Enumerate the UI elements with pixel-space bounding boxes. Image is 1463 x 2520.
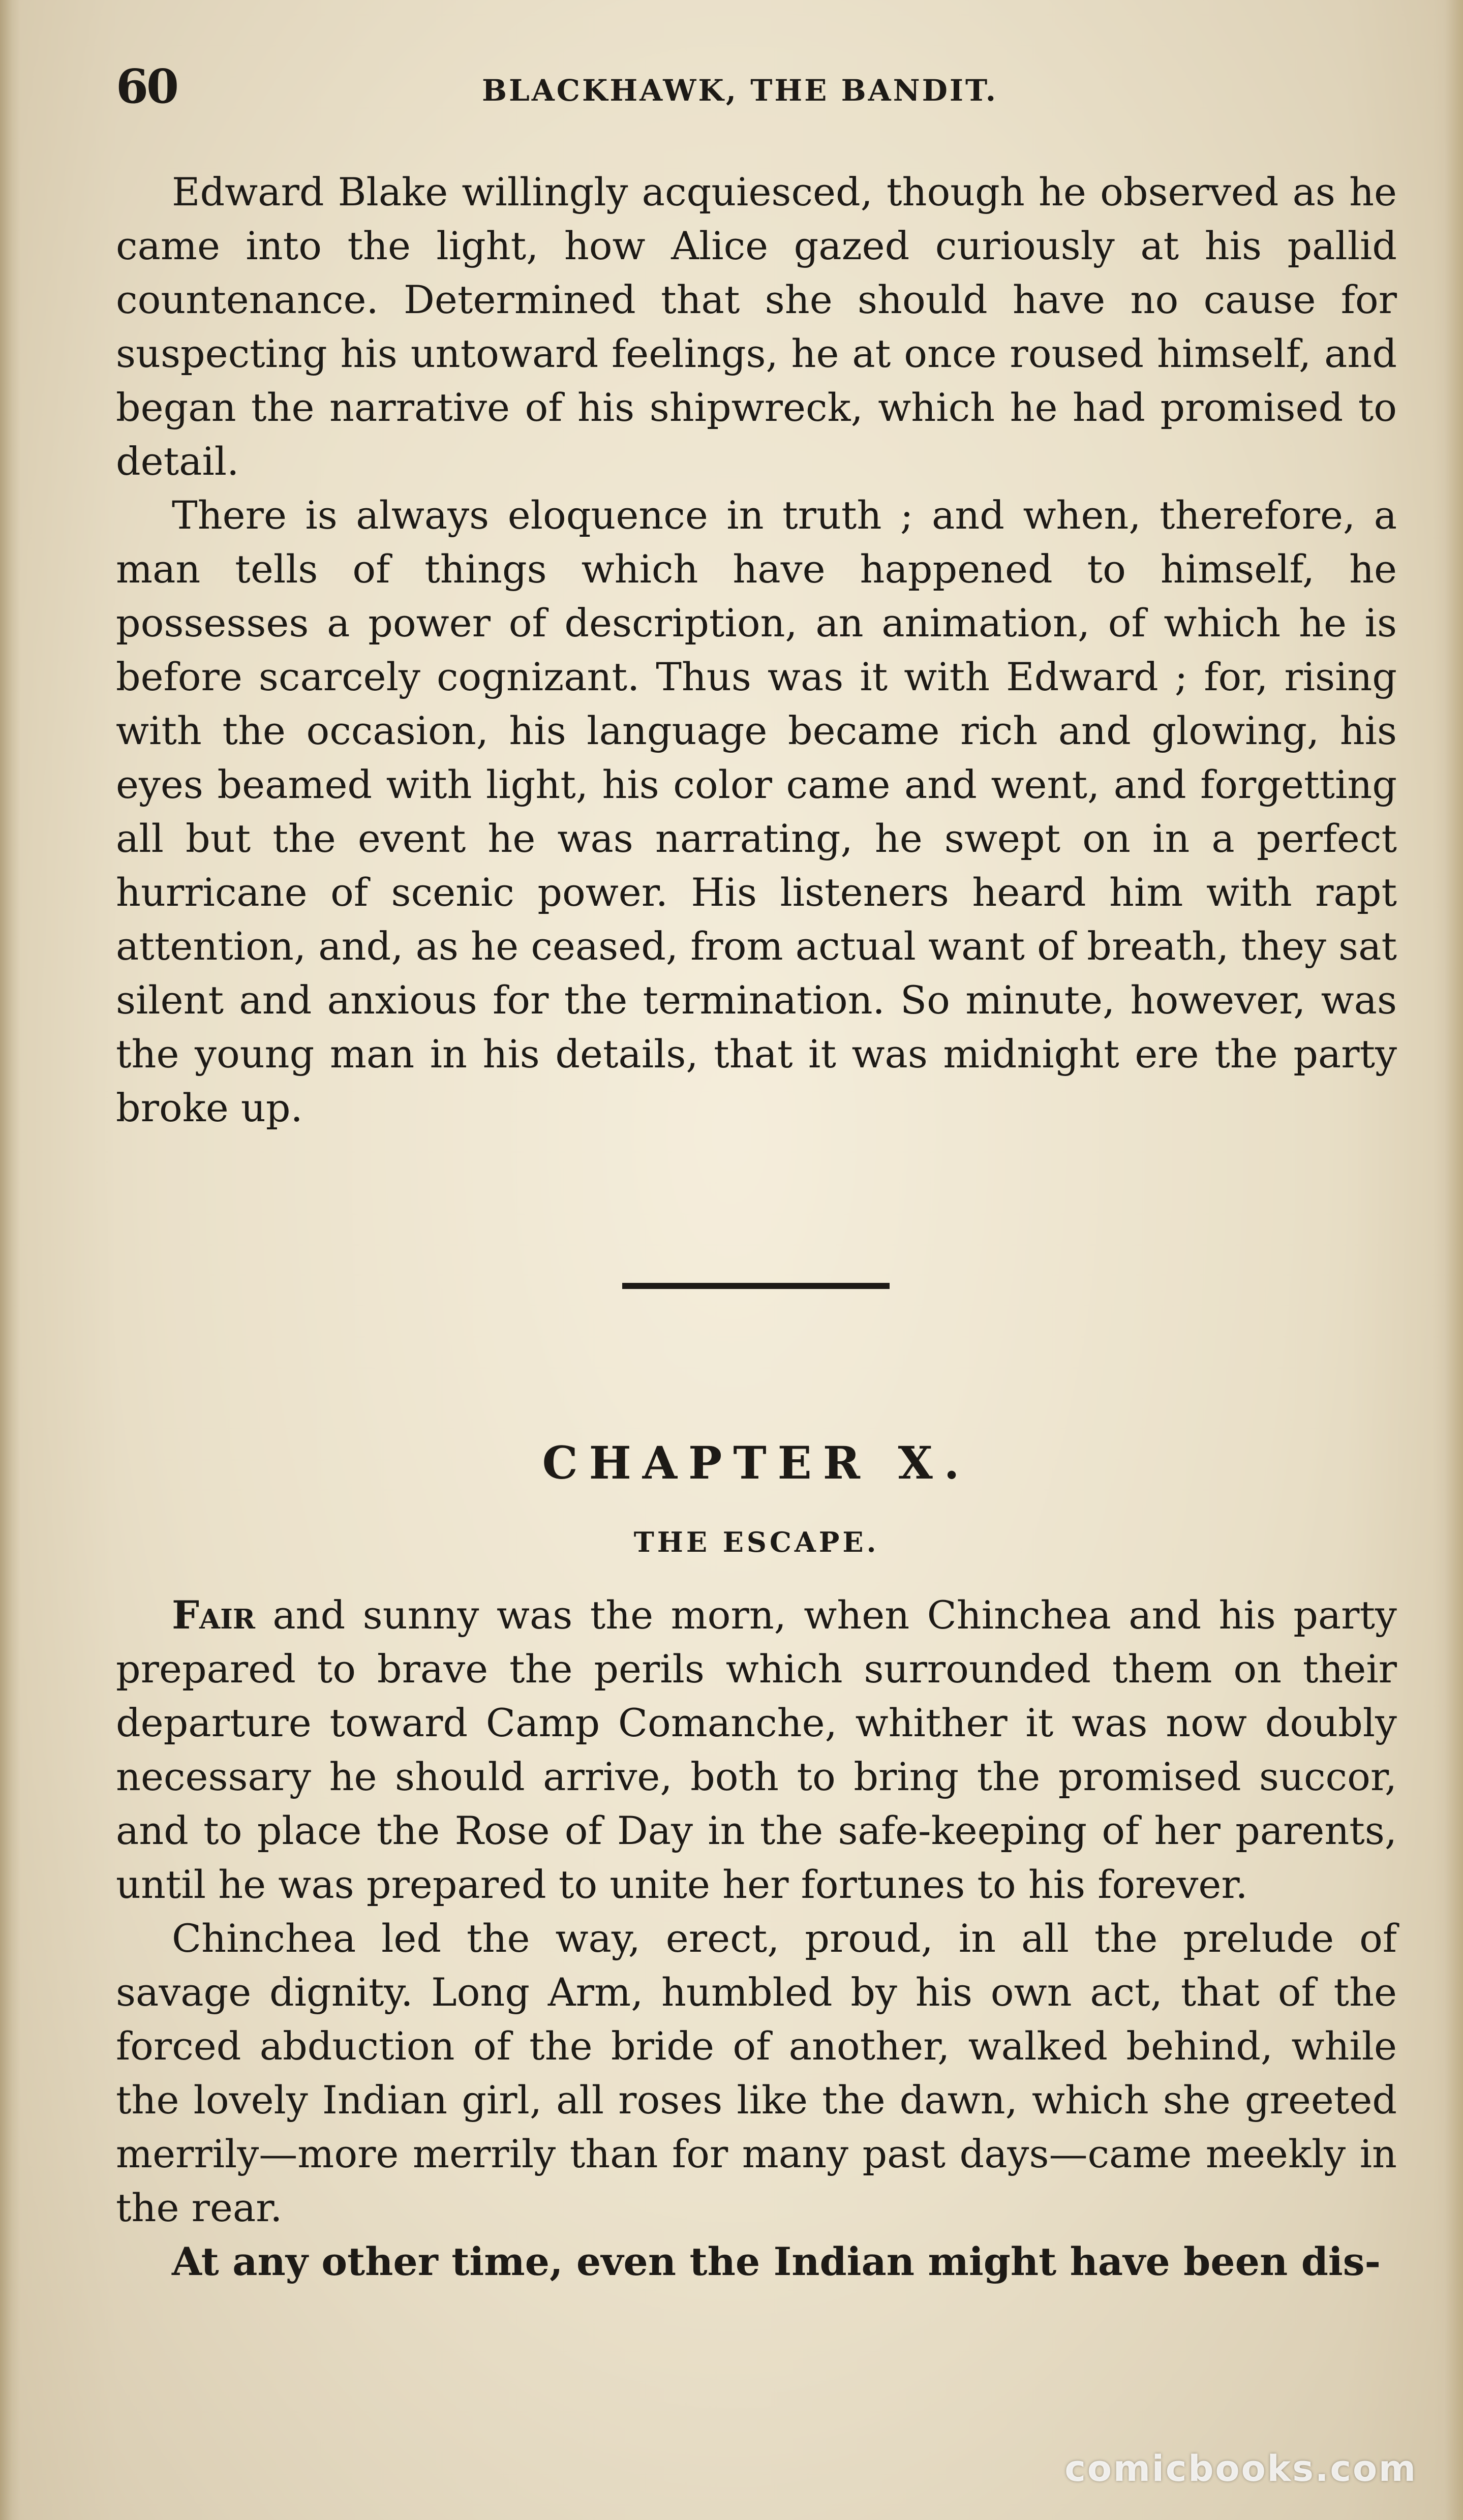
page-number: 60 bbox=[116, 59, 177, 114]
paragraph: At any other time, even the Indian might have been dis- bbox=[172, 2239, 1381, 2284]
page-edge-left bbox=[0, 0, 20, 2520]
section-one-text bbox=[116, 165, 1397, 1135]
page-edge-right bbox=[1432, 0, 1463, 2520]
watermark-logo: comicbooks.com bbox=[1064, 2448, 1417, 2490]
running-title: BLACKHAWK, THE BANDIT. bbox=[482, 73, 998, 108]
section-divider bbox=[622, 1283, 890, 1289]
chapter-subtitle: THE ESCAPE. bbox=[633, 1526, 879, 1558]
section-two-text bbox=[116, 1588, 1397, 2289]
paragraph: Edward Blake willingly acquiesced, though he observed as he came into the light, how Alice gazed curiously at his pallid countenance. Determined that she should have no cause for suspecting his untoward feelings, he at once roused himself, and began the narrative of his shipwreck, which he had promised to detail. bbox=[116, 169, 1397, 484]
opening-paragraph-text: and sunny was the morn, when Chinchea and his party prepared to brave the perils which surrounded them on their departure toward Camp Comanche, whither it was now doubly necessary he should arrive, both to bring the promised succor, and to place the Rose of Day in the safe-keeping of her parents, until he was prepared to unite her fortunes to his forever. bbox=[116, 1592, 1397, 1907]
paragraph bbox=[116, 1588, 1397, 1912]
opening-word: Fair bbox=[172, 1592, 255, 1638]
page-header bbox=[116, 61, 1397, 112]
paragraph: There is always eloquence in truth ; and when, therefore, a man tells of things which have happened to himself, he possesses a power of description, an animation, of which he is before scarcely cognizant. Thus was it with Edward ; for, rising with the occasion, his language became rich and glowing, his eyes beamed with light, his color came and went, and forgetting all but the event he was narrating, he swept on in a perfect hurricane of scenic power. His listeners heard him with rapt attention, and, as he ceased, from actual want of breath, they sat silent and anxious for the termination. So minute, however, was the young man in his details, that it was midnight ere the party broke up. bbox=[116, 493, 1397, 1130]
paragraph: Chinchea led the way, erect, proud, in all the prelude of savage dignity. Long Arm, humbled by his own act, that of the forced abduction of the bride of another, walked behind, while the lovely Indian girl, all roses like the dawn, which she greeted merrily—more merrily than for many past days—came meekly in the rear. bbox=[116, 1916, 1397, 2230]
chapter-heading: CHAPTER X. bbox=[542, 1436, 971, 1489]
